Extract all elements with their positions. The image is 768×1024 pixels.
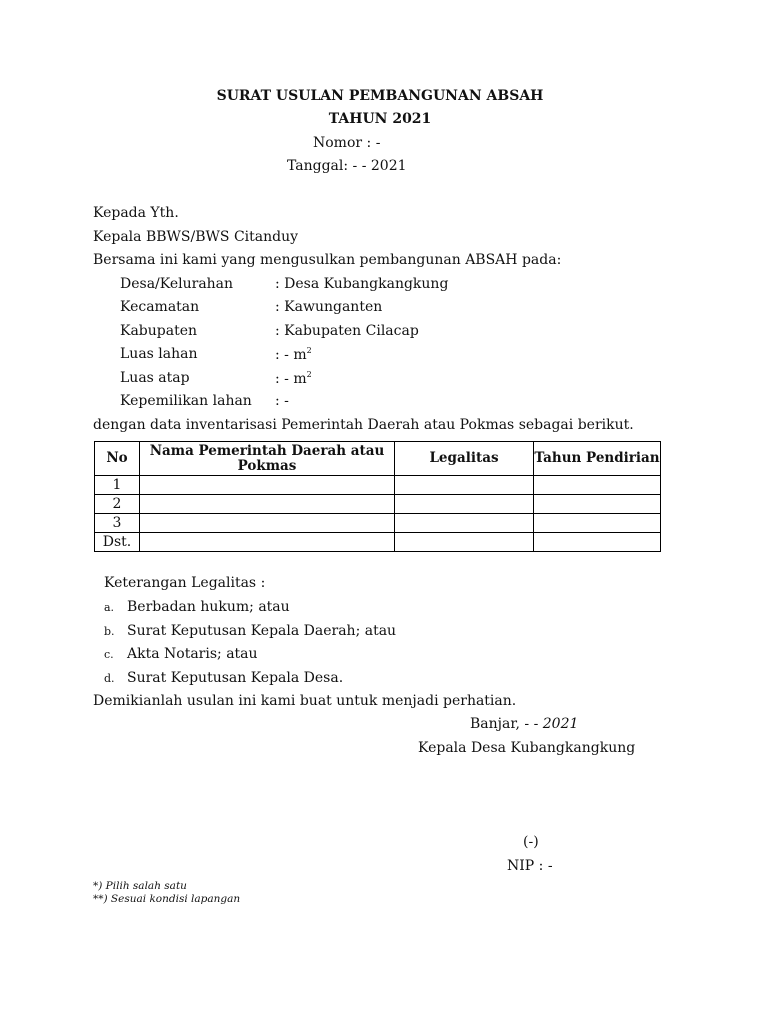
tanggal-line: Tanggal: - - 2021 — [287, 158, 407, 174]
footnote: **) Sesuai kondisi lapangan — [93, 893, 241, 905]
detail-label: Luas atap — [120, 370, 190, 386]
table-header: Tahun Pendirian — [534, 442, 661, 476]
detail-label: Luas lahan — [120, 346, 198, 362]
table-row — [95, 495, 661, 514]
table-cell — [140, 495, 395, 514]
table-cell: 3 — [95, 514, 140, 533]
detail-value: : - $m^2$ — [275, 370, 312, 387]
list-item-letter: c. — [104, 648, 114, 661]
table-cell: Dst. — [95, 533, 140, 552]
table-cell — [534, 476, 661, 495]
detail-label: Kecamatan — [120, 299, 200, 315]
table-cell — [140, 533, 395, 552]
table-cell: 2 — [95, 495, 140, 514]
detail-value: : - $m^2$ — [275, 346, 312, 363]
detail-label: Kepemilikan lahan — [120, 393, 252, 409]
intro-text: Bersama ini kami yang mengusulkan pembangunan ABSAH pada: — [93, 252, 562, 268]
list-item: Surat Keputusan Kepala Daerah; atau — [127, 623, 397, 639]
nomor-line: Nomor : - — [313, 135, 381, 151]
table-cell — [534, 495, 661, 514]
document-year: TAHUN 2021 — [328, 111, 432, 127]
list-item: Berbadan hukum; atau — [127, 599, 290, 615]
table-cell: 1 — [95, 476, 140, 495]
table-header: Legalitas — [395, 442, 534, 476]
table-header: Nama Pemerintah Daerah atau Pokmas — [140, 442, 395, 476]
table-cell — [395, 495, 534, 514]
footnote: *) Pilih salah satu — [93, 880, 187, 892]
table-row — [95, 514, 661, 533]
list-item-letter: b. — [104, 625, 115, 638]
signer-nip: NIP : - — [507, 858, 553, 874]
inventory-table — [94, 441, 661, 552]
detail-value: : Kawunganten — [275, 299, 383, 315]
table-row — [95, 476, 661, 495]
document-title: SURAT USULAN PEMBANGUNAN ABSAH — [216, 88, 544, 104]
recipient-name: Kepala BBWS/BWS Citanduy — [93, 229, 299, 245]
detail-value: : Kabupaten Cilacap — [275, 323, 419, 339]
table-cell — [140, 514, 395, 533]
list-item-letter: d. — [104, 672, 115, 685]
detail-label: Kabupaten — [120, 323, 198, 339]
detail-value: : - — [275, 393, 289, 409]
detail-value: : Desa Kubangkangkung — [275, 276, 449, 292]
table-header: No — [95, 442, 140, 476]
place-date: Banjar, - - 2021 — [470, 716, 579, 732]
table-row — [95, 533, 661, 552]
table-intro: dengan data inventarisasi Pemerintah Daerah atau Pokmas sebagai berikut. — [93, 417, 634, 433]
table-cell — [534, 514, 661, 533]
closing-text: Demikianlah usulan ini kami buat untuk menjadi perhatian. — [93, 693, 517, 709]
legalitas-title: Keterangan Legalitas : — [104, 575, 266, 591]
table-cell — [140, 476, 395, 495]
signer-position: Kepala Desa Kubangkangkung — [418, 740, 636, 756]
table-cell — [395, 514, 534, 533]
table-cell — [395, 476, 534, 495]
list-item: Surat Keputusan Kepala Desa. — [127, 670, 344, 686]
signer-name: (-) — [523, 834, 539, 850]
table-cell — [395, 533, 534, 552]
recipient-greeting: Kepada Yth. — [93, 205, 179, 221]
list-item-letter: a. — [104, 601, 115, 614]
detail-label: Desa/Kelurahan — [120, 276, 234, 292]
table-cell — [534, 533, 661, 552]
list-item: Akta Notaris; atau — [127, 646, 258, 662]
